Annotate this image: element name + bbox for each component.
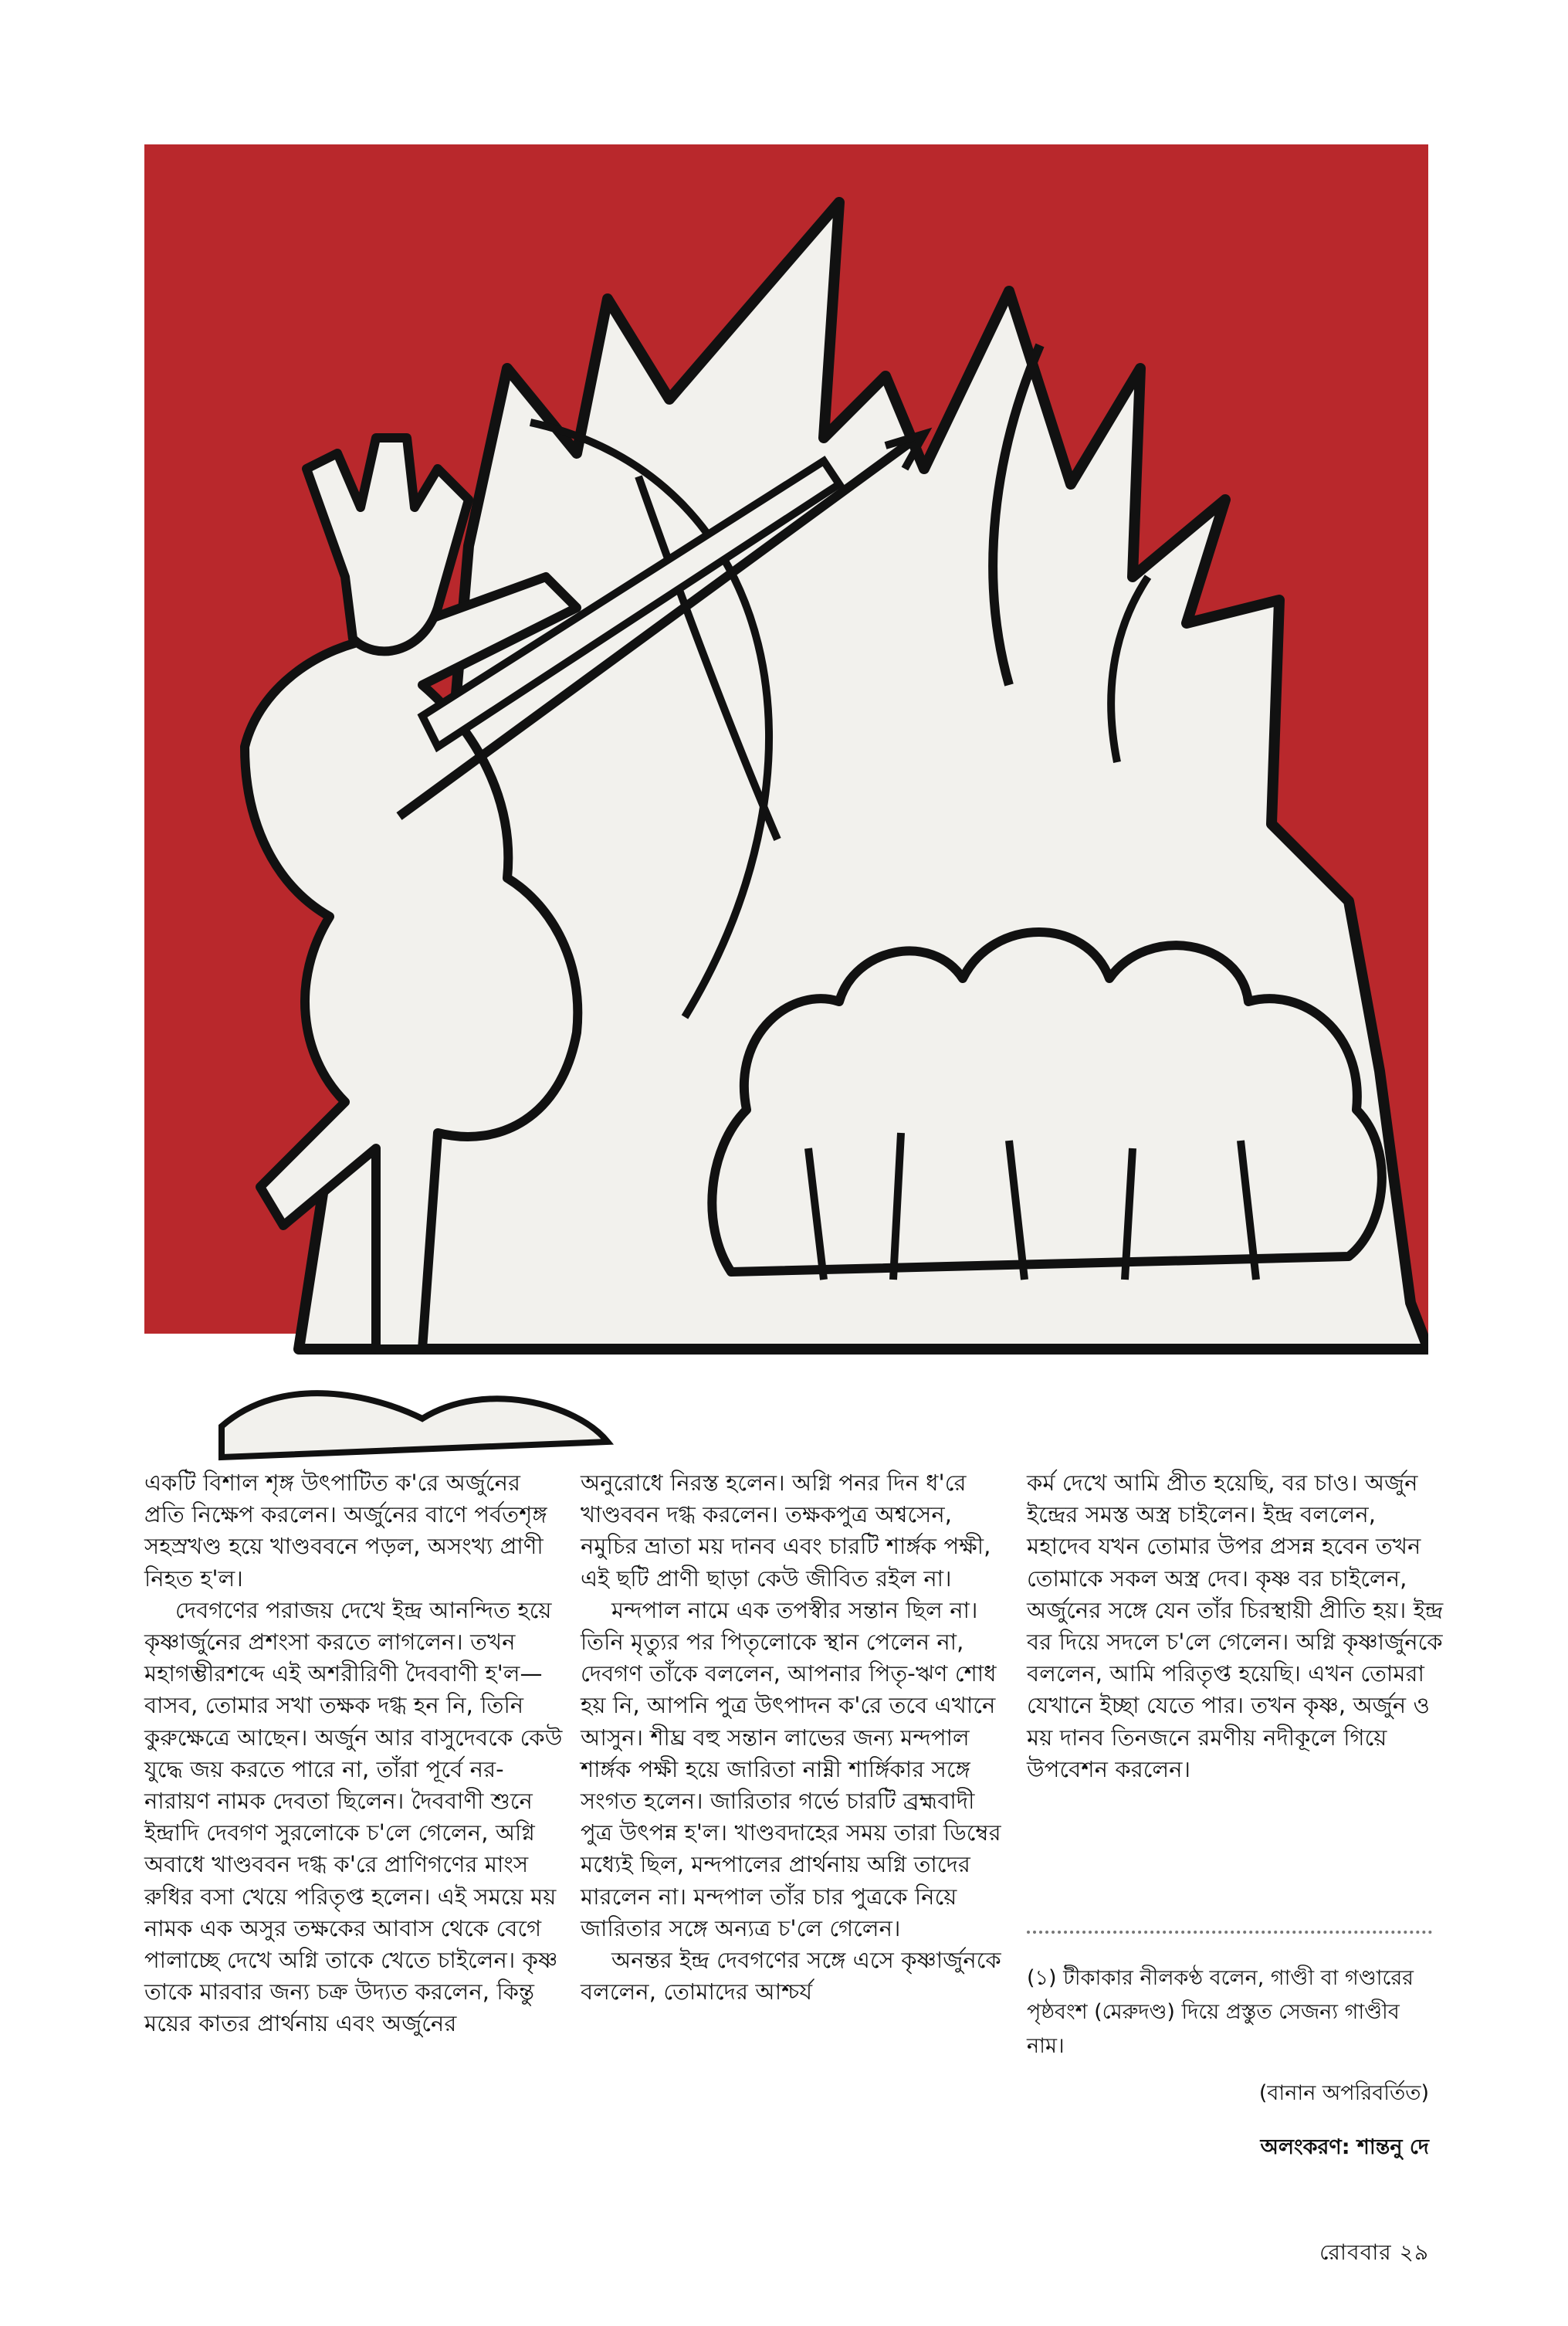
illustration-svg	[144, 144, 1428, 1473]
paragraph: দেবগণের পরাজয় দেখে ইন্দ্র আনন্দিত হয়ে কৃষ্ণার্জুনের প্রশংসা করতে লাগলেন। তখন মহাগম্ভীরশব্দে এই অশরীরিণী দৈববাণী হ'ল— বাসব, তোমার সখা তক্ষক দগ্ধ হন নি, তিনি কুরুক্ষেত্রে আছেন। অর্জুন আর বাসুদেবকে কেউ যুদ্ধে জয় করতে পারে না, তাঁরা পূর্বে নর-নারায়ণ নামক দেবতা ছিলেন। দৈববাণী শুনে ইন্দ্রাদি দেবগণ সুরলোকে চ'লে গেলেন, অগ্নি অবাধে খাণ্ডববন দগ্ধ ক'রে প্রাণিগণের মাংস রুধির বসা খেয়ে পরিতৃপ্ত হলেন। এই সময়ে ময় নামক এক অসুর তক্ষকের আবাস থেকে বেগে পালাচ্ছে দেখে অগ্নি তাকে খেতে চাইলেন। কৃষ্ণ তাকে মারবার জন্য চক্র উদ্যত করলেন, কিন্তু ময়ের কাতর প্রার্থনায় এবং অর্জুনের	[144, 1596, 563, 2037]
paragraph: অনুরোধে নিরস্ত হলেন। অগ্নি পনর দিন ধ'রে খাণ্ডববন দগ্ধ করলেন। তক্ষকপুত্র অশ্বসেন, নমুচির ভ্রাতা ময় দানব এবং চারটি শার্ঙ্গক পক্ষী, এই ছটি প্রাণী ছাড়া কেউ জীবিত রইল না।	[581, 1470, 991, 1592]
page-folio: রোববার ২৯	[1319, 2240, 1429, 2265]
text-column-3	[1027, 1467, 1444, 1785]
spelling-note: (বানান অপরিবর্তিত)	[1258, 2081, 1429, 2105]
paragraph: মন্দপাল নামে এক তপস্বীর সন্তান ছিল না। তিনি মৃত্যুর পর পিতৃলোকে স্থান পেলেন না, দেবগণ তাঁকে বললেন, আপনার পিতৃ-ঋণ শোধ হয় নি, আপনি পুত্র উৎপাদন ক'রে তবে এখানে আসুন। শীঘ্র বহু সন্তান লাভের জন্য মন্দপাল শার্ঙ্গক পক্ষী হয়ে জারিতা নাম্নী শার্ঙ্গিকার সঙ্গে সংগত হলেন। জারিতার গর্ভে চারটি ব্রহ্মবাদী পুত্র উৎপন্ন হ'ল। খাণ্ডবদাহের সময় তারা ডিম্বের মধ্যেই ছিল, মন্দপালের প্রার্থনায় অগ্নি তাদের মারলেন না। মন্দপাল তাঁর চার পুত্রকে নিয়ে জারিতার সঙ্গে অন্যত্র চ'লে গেলেন।	[581, 1596, 1001, 1941]
illustration-arjuna-khandava	[144, 144, 1428, 1473]
footnote: (১) টীকাকার নীলকণ্ঠ বলেন, গাণ্ডী বা গণ্ডারের পৃষ্ঠবংশ (মেরুদণ্ড) দিয়ে প্রস্তুত সেজন্য গাণ্ডীব নাম।	[1027, 1966, 1414, 2058]
paragraph: অনন্তর ইন্দ্র দেবগণের সঙ্গে এসে কৃষ্ণার্জুনকে বললেন, তোমাদের আশ্চর্য	[581, 1947, 1001, 2006]
footnote-divider	[1027, 1931, 1432, 1934]
illustration-credit: অলংকরণ: শান্তনু দে	[1260, 2135, 1429, 2159]
text-column-2	[581, 1467, 1001, 2008]
paragraph: কর্ম দেখে আমি প্রীত হয়েছি, বর চাও। অর্জুন ইন্দ্রের সমস্ত অস্ত্র চাইলেন। ইন্দ্র বললেন, মহাদেব যখন তোমার উপর প্রসন্ন হবেন তখন তোমাকে সকল অস্ত্র দেব। কৃষ্ণ বর চাইলেন, অর্জুনের সঙ্গে যেন তাঁর চিরস্থায়ী প্রীতি হয়। ইন্দ্র বর দিয়ে সদলে চ'লে গেলেন। অগ্নি কৃষ্ণার্জুনকে বললেন, আমি পরিতৃপ্ত হয়েছি। এখন তোমরা যেখানে ইচ্ছা যেতে পার। তখন কৃষ্ণ, অর্জুন ও ময় দানব তিনজনে রমণীয় নদীকূলে গিয়ে উপবেশন করলেন।	[1027, 1470, 1444, 1782]
text-column-1	[144, 1467, 565, 2040]
paragraph: একটি বিশাল শৃঙ্গ উৎপাটিত ক'রে অর্জুনের প্রতি নিক্ষেপ করলেন। অর্জুনের বাণে পর্বতশৃঙ্গ সহস্রখণ্ড হয়ে খাণ্ডববনে পড়ল, অসংখ্য প্রাণী নিহত হ'ল।	[144, 1470, 547, 1592]
